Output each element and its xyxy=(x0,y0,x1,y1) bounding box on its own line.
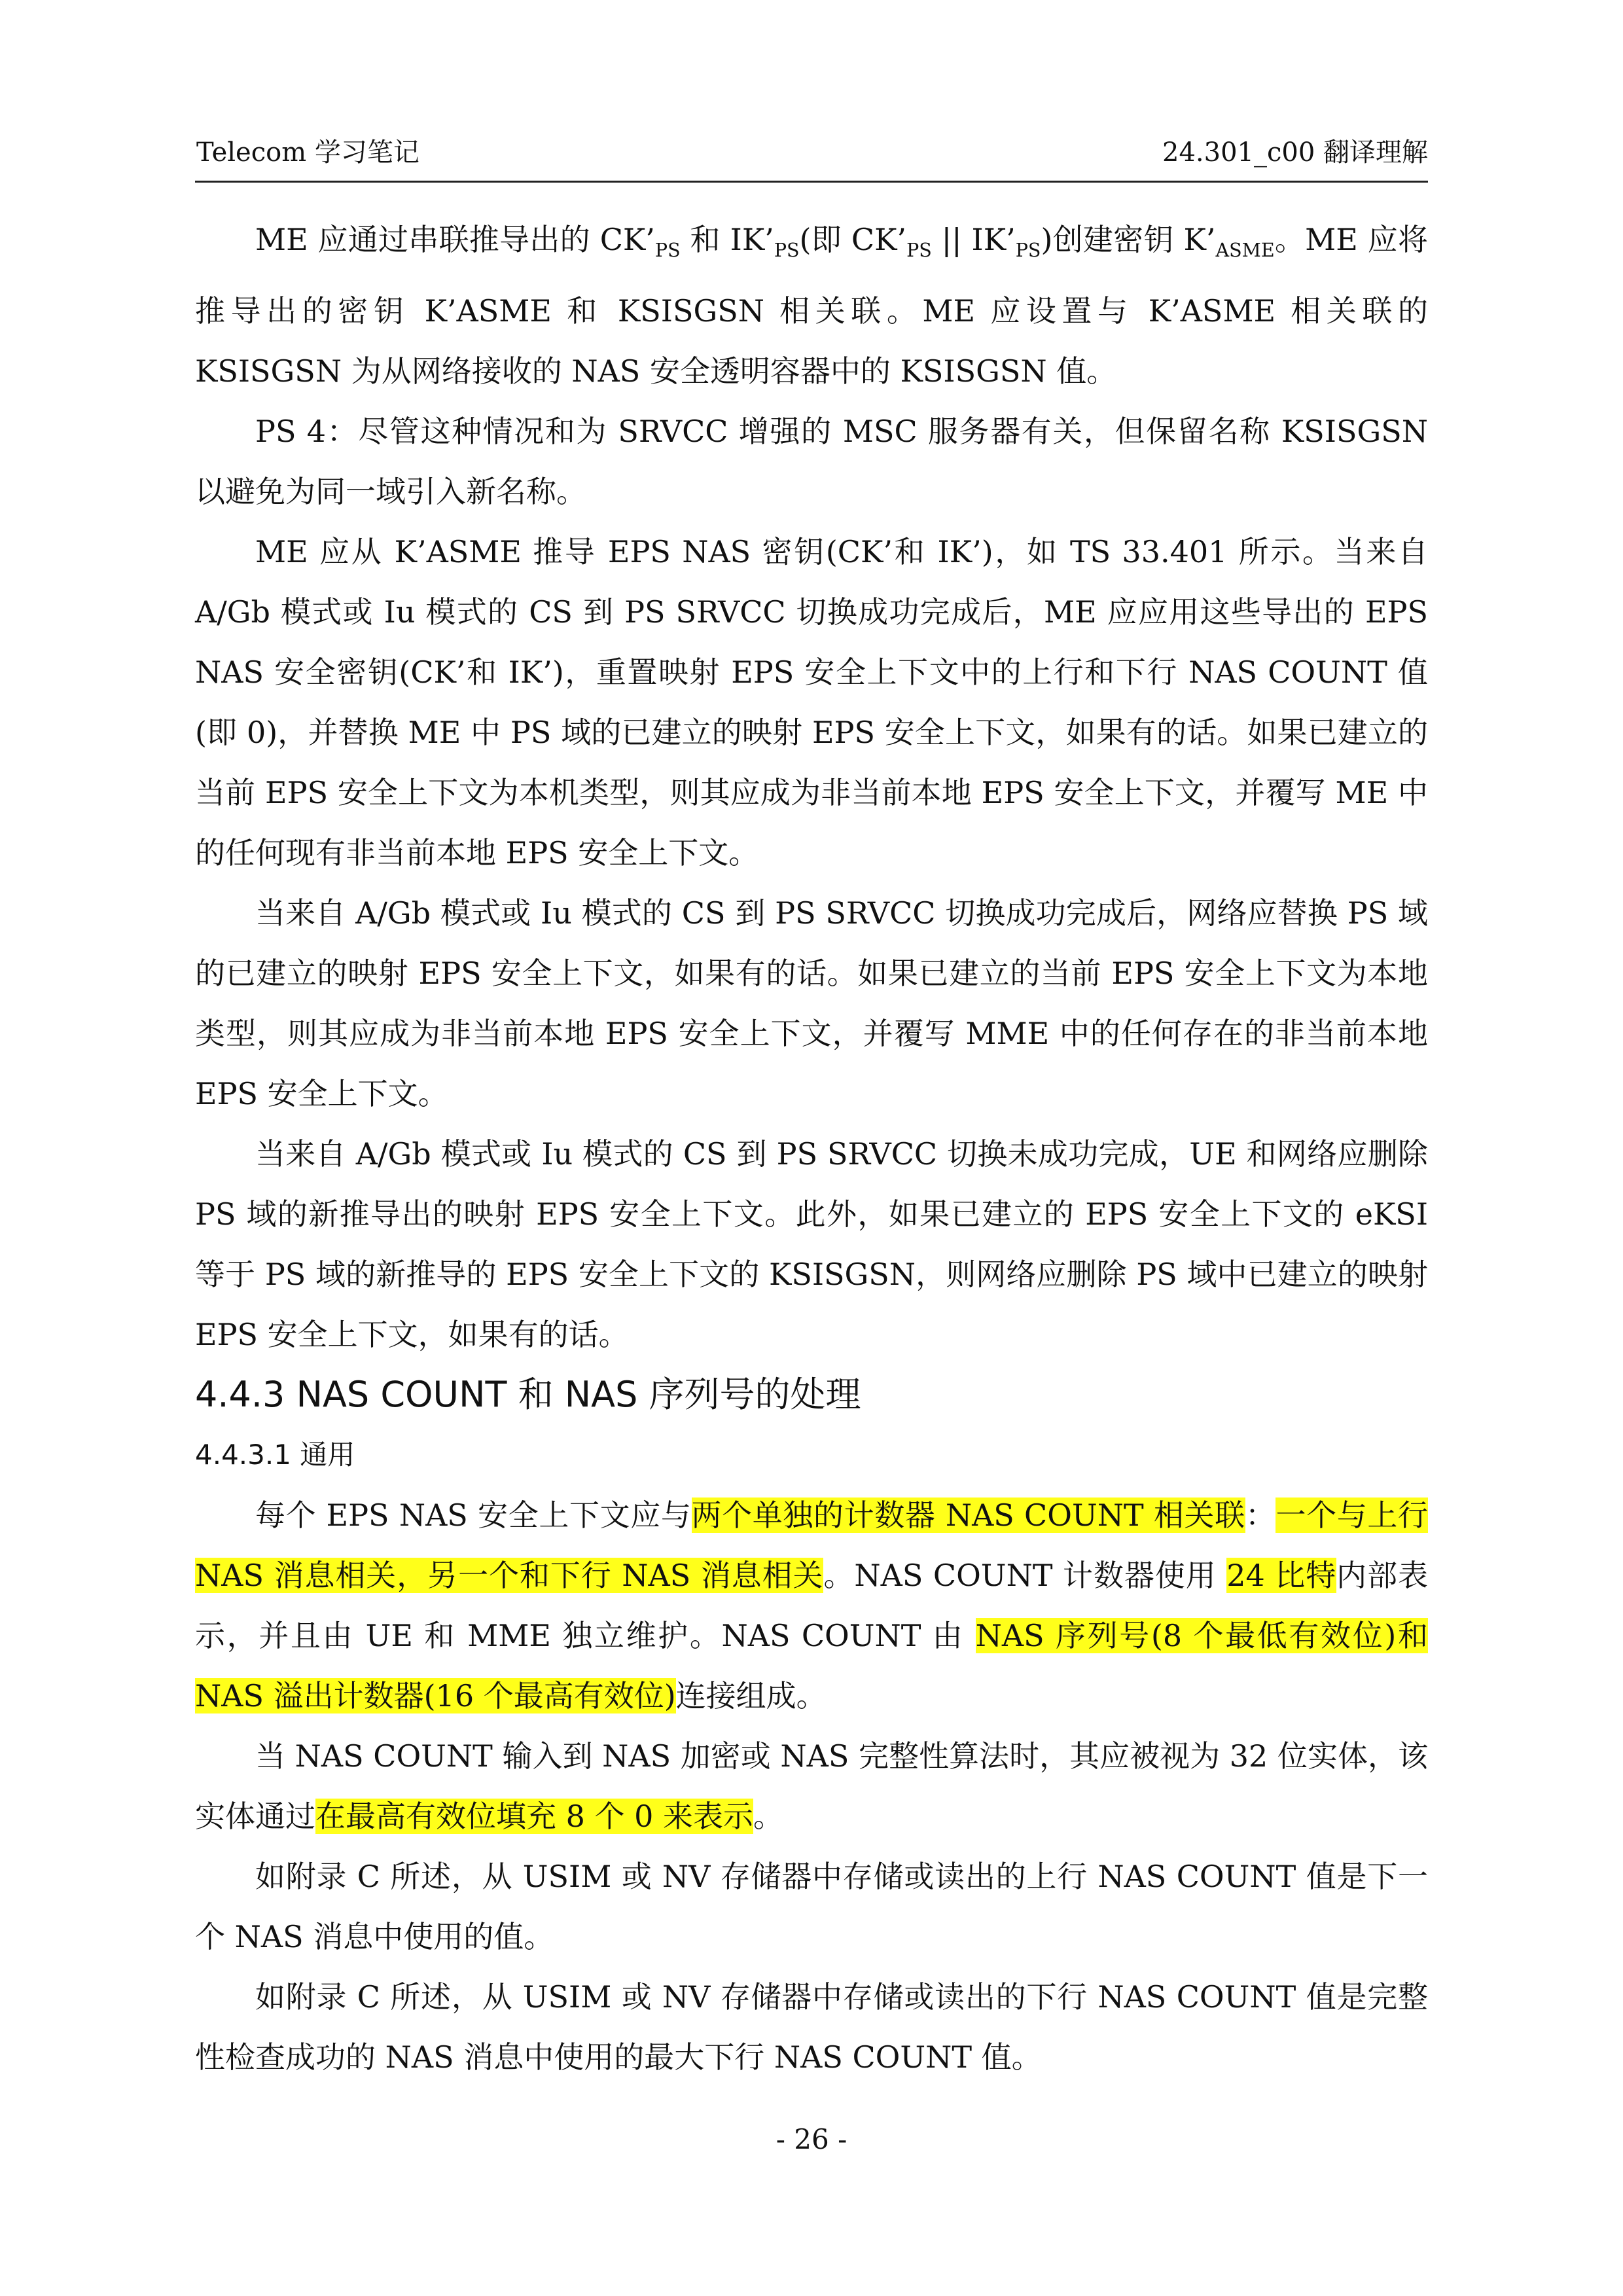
paragraph xyxy=(195,883,1428,1124)
highlighted-text: 在最高有效位填充 8 个 0 来表示 xyxy=(315,1799,754,1835)
text-run: 每个 EPS NAS 安全上下文应与 xyxy=(255,1498,692,1534)
body-text xyxy=(195,209,1428,2087)
text-run: PS 4：尽管这种情况和为 SRVCC 增强的 MSC 服务器有关，但保留名称 KSISGSN 以避免为同一域引入新名称。 xyxy=(195,414,1428,510)
highlighted-text: 24 比特 xyxy=(1226,1558,1337,1594)
highlighted-text: 一个与上行 NAS 消息相关，另一个和下行 NAS 消息相关 xyxy=(195,1498,1429,1594)
text-run: ME 应通过串联推导出的 CK’ xyxy=(255,222,655,257)
subscript-text: PS xyxy=(906,240,932,262)
subscript-text: ASME xyxy=(1215,240,1275,262)
subscript-text: PS xyxy=(774,240,800,262)
text-run: 如附录 C 所述，从 USIM 或 NV 存储器中存储或读出的上行 NAS COUNT 值是下一个 NAS 消息中使用的值。 xyxy=(195,1859,1428,1955)
text-run: 4.4.3.1 通用 xyxy=(195,1439,355,1471)
paragraph xyxy=(195,1485,1428,1726)
text-run: 内部表示，并且由 UE 和 MME 独立维护。NAS COUNT 由 xyxy=(195,1558,1429,1654)
text-run: 。 xyxy=(753,1799,784,1835)
header-document-id: 24.301_c00 翻译理解 xyxy=(1162,137,1428,168)
subscript-text: PS xyxy=(1015,240,1041,262)
paragraph xyxy=(195,401,1428,522)
paragraph xyxy=(195,1726,1428,1846)
text-run: 4.4.3 NAS COUNT 和 NAS 序列号的处理 xyxy=(195,1374,861,1416)
text-run: ： xyxy=(1245,1498,1276,1534)
text-run: 当 NAS COUNT 输入到 NAS 加密或 NAS 完整性算法时，其应被视为 32 位实体，该实体通过 xyxy=(195,1738,1428,1835)
text-run: 连接组成。 xyxy=(675,1678,827,1714)
header-divider xyxy=(195,181,1428,183)
paragraph xyxy=(195,522,1428,883)
text-run: || IK’ xyxy=(931,222,1016,257)
highlighted-text: 两个单独的计数器 NAS COUNT 相关联 xyxy=(691,1498,1245,1534)
highlighted-text: NAS 序列号(8 个最低有效位)和 NAS 溢出计数器(16 个最高有效位) xyxy=(195,1618,1428,1714)
text-run: )创建密钥 K’ xyxy=(1041,222,1216,257)
subscript-text: PS xyxy=(654,240,681,262)
paragraph xyxy=(195,1124,1428,1365)
paragraph xyxy=(195,1967,1428,2087)
page-number: - 26 - xyxy=(776,2123,847,2155)
text-run: 。NAS COUNT 计数器使用 xyxy=(823,1558,1227,1594)
paragraph xyxy=(195,1846,1428,1967)
subsection-heading xyxy=(195,1425,1428,1485)
section-heading xyxy=(195,1365,1428,1425)
paragraph xyxy=(195,209,1428,401)
text-run: 当来自 A/Gb 模式或 Iu 模式的 CS 到 PS SRVCC 切换成功完成后，网络应替换 PS 域的已建立的映射 EPS 安全上下文，如果有的话。如果已建立的当前 EPS 安全上下文为本地类型，则其应成为非当前本地 EPS 安全上下文，并覆写 MME 中的任何存在的非当前本地 EPS 安全上下文。 xyxy=(195,895,1428,1112)
text-run: ME 应从 K’ASME 推导 EPS NAS 密钥(CK’和 IK’)，如 TS 33.401 所示。当来自 A/Gb 模式或 Iu 模式的 CS 到 PS SRVCC 切换成功完成后，ME 应应用这些导出的 EPS NAS 安全密钥(CK’和 IK’)，重置映射 EPS 安全上下文中的上行和下行 NAS COUNT 值(即 0)，并替换 ME 中 PS 域的已建立的映射 EPS 安全上下文，如果有的话。如果已建立的当前 EPS 安全上下文为本机类型，则其应成为非当前本地 EPS 安全上下文，并覆写 ME 中的任何现有非当前本地 EPS 安全上下文。 xyxy=(195,534,1428,871)
header-title: Telecom 学习笔记 xyxy=(196,137,419,168)
text-run: 和 IK’ xyxy=(680,222,774,257)
text-run: 如附录 C 所述，从 USIM 或 NV 存储器中存储或读出的下行 NAS COUNT 值是完整性检查成功的 NAS 消息中使用的最大下行 NAS COUNT 值。 xyxy=(195,1979,1428,2075)
text-run: (即 CK’ xyxy=(799,222,907,257)
text-run: 当来自 A/Gb 模式或 Iu 模式的 CS 到 PS SRVCC 切换未成功完成，UE 和网络应删除 PS 域的新推导出的映射 EPS 安全上下文。此外，如果已建立的 EPS 安全上下文的 eKSI 等于 PS 域的新推导的 EPS 安全上下文的 KSISGSN，则网络应删除 PS 域中已建立的映射 EPS 安全上下文，如果有的话。 xyxy=(195,1136,1428,1353)
text-run: 。ME 应将推导出的密钥 K’ASME 和 KSISGSN 相关联。ME 应设置与 K’ASME 相关联的 KSISGSN 为从网络接收的 NAS 安全透明容器中的 KSISGSN 值。 xyxy=(195,222,1428,389)
